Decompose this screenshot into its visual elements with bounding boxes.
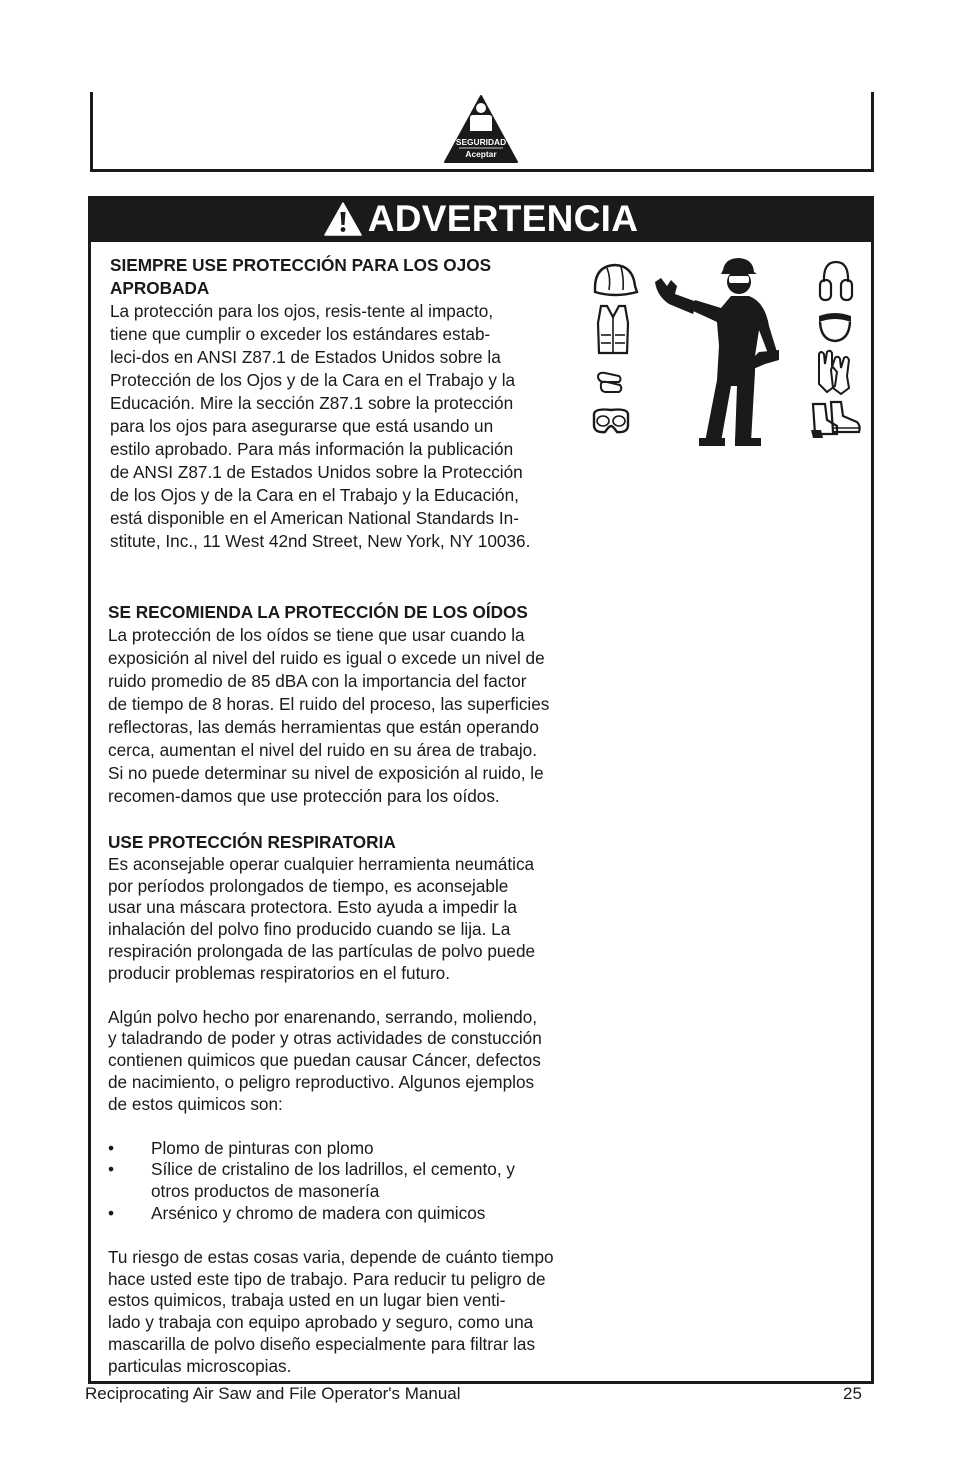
risk-line: estos quimicos, trabaja usted en un lugar bien venti- — [108, 1290, 506, 1311]
eye-heading-line: APROBADA — [110, 278, 210, 298]
eye-line: estilo aprobado. Para más información la publicación — [110, 439, 514, 459]
resp-line: por períodos prolongados de tiempo, es aconsejable — [108, 875, 509, 896]
ear-line: de tiempo de 8 horas. El ruido del proceso, las superficies — [108, 694, 550, 714]
ear-line: reflectoras, las demás herramientas que están operando — [108, 717, 539, 737]
dust-line: de estos quimicos son: — [108, 1093, 283, 1114]
badge-line2: Aceptar — [465, 149, 497, 159]
top-box — [90, 92, 874, 172]
resp-line: usar una máscara protectora. Esto ayuda a impedir la — [108, 897, 517, 918]
ear-line: ruido promedio de 85 dBA con la importancia del factor — [108, 671, 527, 691]
eye-line: para los ojos para asegurarse que está usando un — [110, 416, 494, 436]
eye-protection-section — [110, 254, 580, 553]
earplugs-icon — [595, 370, 625, 396]
safety-vest-icon — [595, 303, 631, 357]
risk-line: hace usted este tipo de trabajo. Para reducir tu peligro de — [108, 1268, 546, 1289]
risk-line: particulas microscopias. — [108, 1355, 292, 1376]
worker-with-ppe-icon — [651, 256, 781, 446]
ear-line: Si no puede determinar su nivel de exposición al ruido, le — [108, 763, 544, 783]
eye-line: Protección de los Ojos y de la Cara en el Trabajo y la — [110, 370, 516, 390]
risk-line: Tu riesgo de estas cosas varia, depende de cuánto tiempo — [108, 1246, 554, 1267]
safety-person-triangle-icon — [443, 94, 519, 164]
eye-line: Educación. Mire la sección Z87.1 sobre la protección — [110, 393, 514, 413]
resp-line: producir problemas respiratorios en el futuro. — [108, 962, 451, 983]
face-shield-icon — [815, 308, 855, 344]
resp-line: inhalación del polvo fino producido cuando se lija. La — [108, 919, 511, 940]
hard-hat-icon — [591, 260, 639, 298]
warning-panel — [88, 196, 874, 1384]
bullet-item — [108, 1203, 613, 1225]
ear-heading: SE RECOMIENDA LA PROTECCIÓN DE LOS OÍDOS — [108, 602, 528, 622]
ear-line: cerca, aumentan el nivel del ruido en su área de trabajo. — [108, 740, 537, 760]
footer-page-number: 25 — [843, 1384, 862, 1403]
ear-muffs-icon — [817, 260, 855, 304]
eye-line: de ANSI Z87.1 de Estados Unidos sobre la Protección — [110, 462, 523, 482]
bullet-text: otros productos de masonería — [151, 1181, 380, 1202]
resp-line: Es aconsejable operar cualquier herramienta neumática — [108, 853, 535, 874]
dust-line: Algún polvo hecho por enarenando, serrando, moliendo, — [108, 1006, 538, 1027]
eye-heading-line: SIEMPRE USE PROTECCIÓN PARA LOS OJOS — [110, 255, 492, 275]
warning-triangle-icon — [324, 201, 362, 237]
respiratory-section — [108, 832, 613, 1378]
warning-banner — [91, 196, 871, 242]
safety-goggles-icon — [591, 406, 631, 436]
risk-line: mascarilla de polvo diseño especialmente para filtrar las — [108, 1333, 536, 1354]
eye-line: stitute, Inc., 11 West 42nd Street, New York, NY 10036. — [110, 531, 531, 551]
dust-line: contienen quimicos que puedan causar Cáncer, defectos — [108, 1050, 541, 1071]
resp-heading: USE PROTECCIÓN RESPIRATORIA — [108, 832, 396, 852]
bullet-item — [108, 1138, 613, 1160]
bullet-marker: • — [108, 1159, 115, 1180]
eye-line: está disponible en el American National Standards In- — [110, 508, 519, 528]
work-gloves-icon — [813, 346, 855, 396]
ear-line: recomen-damos que use protección para los oídos. — [108, 786, 500, 806]
dust-line: de nacimiento, o peligro reproductivo. Algunos ejemplos — [108, 1071, 535, 1092]
dust-line: y taladrando de poder y otras actividades de constucción — [108, 1028, 542, 1049]
eye-line: La protección para los ojos, resis-tente al impacto, — [110, 301, 494, 321]
body-text-column — [108, 601, 613, 808]
badge-line1: SEGURIDAD — [455, 137, 507, 147]
eye-line: tiene que cumplir o exceder los estándares estab- — [110, 324, 491, 344]
ppe-illustration — [589, 256, 869, 456]
risk-line: lado y trabaja con equipo aprobado y seguro, como una — [108, 1312, 534, 1333]
bullet-marker: • — [108, 1202, 115, 1223]
footer-manual-title: Reciprocating Air Saw and File Operator's Manual — [85, 1384, 461, 1403]
ear-line: La protección de los oídos se tiene que usar cuando la — [108, 625, 525, 645]
warning-title: ADVERTENCIA — [367, 198, 639, 239]
bullet-text: Plomo de pinturas con plomo — [151, 1137, 374, 1158]
bullet-marker: • — [108, 1137, 115, 1158]
eye-line: leci-dos en ANSI Z87.1 de Estados Unidos sobre la — [110, 347, 501, 367]
bullet-text: Arsénico y chromo de madera con quimicos — [151, 1202, 486, 1223]
safety-boots-icon — [809, 400, 863, 440]
resp-line: respiración prolongada de las partículas de polvo puede — [108, 940, 536, 961]
bullet-item — [108, 1159, 613, 1203]
bullet-text: Sílice de cristalino de los ladrillos, el cemento, y — [151, 1159, 515, 1180]
eye-line: de los Ojos y de la Cara en el Trabajo y la Educación, — [110, 485, 519, 505]
ear-line: exposición al nivel del ruido es igual o excede un nivel de — [108, 648, 545, 668]
